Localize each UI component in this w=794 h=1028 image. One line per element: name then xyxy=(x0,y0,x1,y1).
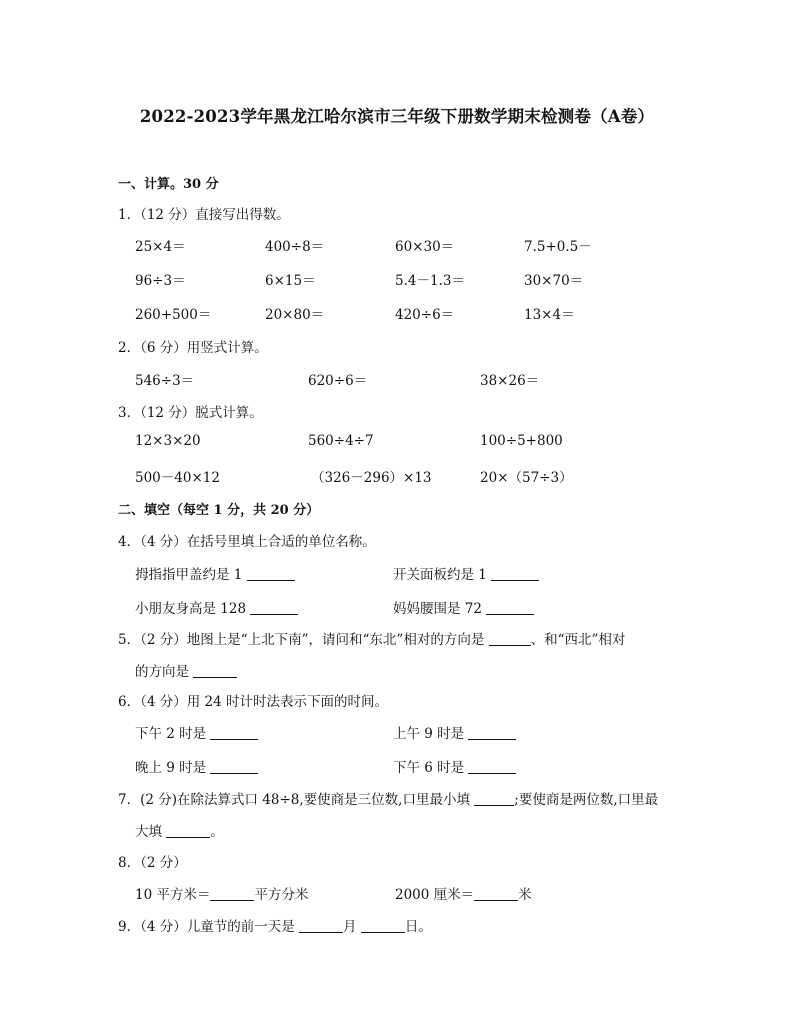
section-1-heading: 一、计算。30 分 xyxy=(118,177,219,192)
q4-item-text: 拇指指甲盖约是 1 xyxy=(135,567,243,583)
q1-item: 6×15＝ xyxy=(265,273,316,289)
q8-item xyxy=(395,883,532,903)
page-title: 2022-2023学年黑龙江哈尔滨市三年级下册数学期末检测卷（A卷） xyxy=(139,107,655,126)
q4-item-text: 小朋友身高是 128 xyxy=(135,601,247,617)
q1-item: 7.5+0.5－ xyxy=(524,239,592,255)
q1-item: 400÷8＝ xyxy=(265,239,325,255)
q6-item-text: 上午 9 时是 xyxy=(393,726,465,742)
answer-blank[interactable] xyxy=(486,602,534,615)
q8-text: 2000 厘米＝ xyxy=(395,887,475,903)
q1-item: 5.4－1.3＝ xyxy=(395,273,465,289)
q3-item: 12×3×20 xyxy=(135,433,201,449)
q8-text: 米 xyxy=(518,887,532,903)
q1-item: 420÷6＝ xyxy=(395,307,455,323)
question-7-line-1 xyxy=(118,788,658,808)
answer-blank[interactable] xyxy=(489,633,531,646)
answer-blank[interactable] xyxy=(250,602,298,615)
answer-blank[interactable] xyxy=(166,825,210,838)
q3-item: 500－40×12 xyxy=(135,470,220,486)
q4-item-text: 妈妈腰围是 72 xyxy=(393,601,482,617)
q4-item xyxy=(393,597,534,617)
question-3-stem: 3．（12 分）脱式计算。 xyxy=(118,405,263,421)
q2-item: 38×26＝ xyxy=(480,373,540,389)
question-7-line-2 xyxy=(135,820,224,840)
question-5-line-2 xyxy=(135,660,237,680)
q6-item xyxy=(393,722,516,742)
answer-blank[interactable] xyxy=(361,920,405,933)
q6-item xyxy=(135,722,258,742)
answer-blank[interactable] xyxy=(210,727,258,740)
q8-text: 平方分米 xyxy=(254,887,309,903)
q1-item: 30×70＝ xyxy=(524,273,584,289)
q8-text: 10 平方米＝ xyxy=(135,887,211,903)
question-5-line-1 xyxy=(118,628,625,648)
q1-item: 25×4＝ xyxy=(135,239,186,255)
question-1-stem: 1．（12 分）直接写出得数。 xyxy=(118,207,290,223)
q6-item xyxy=(393,756,516,776)
answer-blank[interactable] xyxy=(193,665,237,678)
question-9 xyxy=(118,915,432,935)
answer-blank[interactable] xyxy=(474,888,518,901)
q6-item-text: 晚上 9 时是 xyxy=(135,760,207,776)
question-4-stem: 4．（4 分）在括号里填上合适的单位名称。 xyxy=(118,534,376,550)
answer-blank[interactable] xyxy=(468,761,516,774)
q7-text: ;要使商是两位数,口里最 xyxy=(514,792,659,808)
q2-item: 546÷3＝ xyxy=(135,373,195,389)
q4-item xyxy=(393,563,539,583)
answer-blank[interactable] xyxy=(299,920,343,933)
q3-item: 560÷4÷7 xyxy=(308,433,374,449)
answer-blank[interactable] xyxy=(210,761,258,774)
q4-item xyxy=(135,563,295,583)
q1-item: 260+500＝ xyxy=(135,307,212,323)
answer-blank[interactable] xyxy=(210,888,254,901)
q5-text: 5．（2 分）地图上是“上北下南”，请问和“东北”相对的方向是 xyxy=(118,632,485,648)
q1-item: 13×4＝ xyxy=(524,307,575,323)
question-8-stem: 8．（2 分） xyxy=(118,855,187,871)
q1-item: 20×80＝ xyxy=(265,307,325,323)
q1-item: 96÷3＝ xyxy=(135,273,186,289)
q3-item: 20×（57÷3） xyxy=(480,470,573,486)
answer-blank[interactable] xyxy=(247,568,295,581)
q7-text: 。 xyxy=(210,824,224,840)
q8-item xyxy=(135,883,308,903)
q1-item: 60×30＝ xyxy=(395,239,455,255)
q2-item: 620÷6＝ xyxy=(308,373,368,389)
q7-text: 7．(2 分)在除法算式口 48÷8,要使商是三位数,口里最小填 xyxy=(118,792,470,808)
q6-item xyxy=(135,756,258,776)
q4-item xyxy=(135,597,298,617)
q9-text: 日。 xyxy=(404,919,432,935)
question-6-stem: 6．（4 分）用 24 时计时法表示下面的时间。 xyxy=(118,694,388,710)
q6-item-text: 下午 2 时是 xyxy=(135,726,207,742)
q4-item-text: 开关面板约是 1 xyxy=(393,567,487,583)
question-2-stem: 2．（6 分）用竖式计算。 xyxy=(118,340,268,356)
q9-text: 9．（4 分）儿童节的前一天是 xyxy=(118,919,295,935)
q7-text: 大填 xyxy=(135,824,162,840)
answer-blank[interactable] xyxy=(468,727,516,740)
q3-item: （326－296）×13 xyxy=(311,470,432,486)
q3-item: 100÷5+800 xyxy=(480,433,563,449)
answer-blank[interactable] xyxy=(474,793,514,806)
answer-blank[interactable] xyxy=(491,568,539,581)
q5-text: 的方向是 xyxy=(135,664,189,680)
q6-item-text: 下午 6 时是 xyxy=(393,760,465,776)
q9-text: 月 xyxy=(343,919,357,935)
q5-text: 、和“西北”相对 xyxy=(530,632,626,648)
section-2-heading: 二、填空（每空 1 分，共 20 分） xyxy=(118,503,320,518)
